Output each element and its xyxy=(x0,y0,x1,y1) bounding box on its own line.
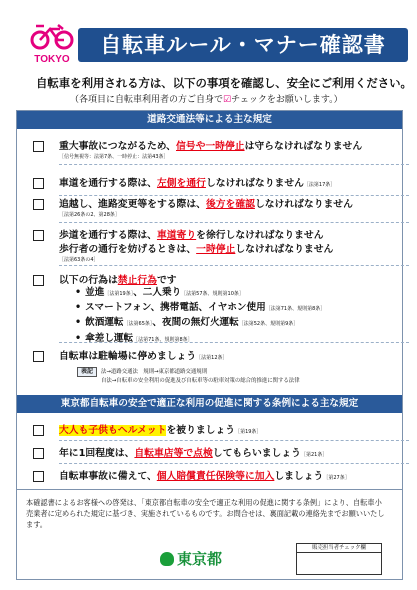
stamp-label: 販売担当者チェック欄 xyxy=(297,544,381,553)
rule-1-emphasis: 信号や一時停止 xyxy=(175,141,245,152)
prohibited-3-text: 飲酒運転 xyxy=(85,317,124,329)
rule-4-text-a2: 歩行者の通行を妨げるときは、 xyxy=(59,244,197,255)
footer-note: 本確認書によるお客様への啓発は、「東京都自転車の安全で適正な利用の促進に関する条例」により、自転車小売業者に定められた規定に基づき、実施されているものです。お問合せは、裏面記載の連絡先までお願いいたします。 xyxy=(26,498,385,529)
prohibited-3-ref-2: ［法第52条、規則第9条］ xyxy=(238,321,299,328)
rule-5-text-a: 以下の行為は xyxy=(59,275,118,286)
org-name: 東京都 xyxy=(177,550,223,568)
prohibited-3-text-2: 、夜間の無灯火運転 xyxy=(152,317,239,329)
check-mark-icon: ☑ xyxy=(223,95,232,105)
rule-item-5 xyxy=(59,272,409,343)
rule-4-emphasis: 車道寄り xyxy=(156,230,197,241)
rule-3-emphasis: 後方を確認 xyxy=(205,199,255,210)
rule-item-2 xyxy=(59,175,409,196)
rule-4-text-c: を徐行しなければなりません xyxy=(196,230,324,241)
prohibited-3-ref: ［法第65条］ xyxy=(123,321,153,328)
prohibited-4-text: 傘差し運転 xyxy=(85,332,134,344)
note-line-2: 自法→自転車の安全利用の促進及び自転車等の駐車対策の総合的推進に関する法律 xyxy=(101,378,300,384)
ordinance-1-text: を被りましょう xyxy=(166,425,236,436)
section1-header: 道路交通法等による主な規定 xyxy=(17,111,402,129)
checkbox-6[interactable] xyxy=(33,351,44,362)
checkbox-4[interactable] xyxy=(33,230,44,241)
sub-text xyxy=(70,92,343,105)
ordinance-1-emphasis: 大人も子供もヘルメット xyxy=(59,425,167,436)
rule-4-text-c2: しなければなりません xyxy=(235,244,334,255)
prohibited-2-text: スマートフォン、携帯電話、イヤホン使用 xyxy=(85,302,266,314)
rule-item-4 xyxy=(59,227,409,266)
ordinance-2-text-a: 年に1回程度は、 xyxy=(59,448,135,459)
rule-1-ref: ［信号無視等：法第7条、一時停止：法第43条］ xyxy=(59,154,169,160)
sub-before: （各項目に自転車利用者の方ご自身で xyxy=(70,95,224,105)
rule-3-text-a: 追越し、進路変更等をする際は、 xyxy=(59,199,206,210)
abbreviation-note xyxy=(77,367,377,387)
rule-2-text-a: 車道を通行する際は、 xyxy=(59,178,157,189)
prohibited-item-1 xyxy=(75,286,409,301)
tokyo-metropolitan-logo xyxy=(160,548,222,569)
prohibited-item-4 xyxy=(75,332,409,347)
ordinance-2-emphasis: 自転車店等で点検 xyxy=(134,448,213,459)
ordinance-3-ref: ［第27条］ xyxy=(323,475,350,481)
prohibited-1-text-2: 、二人乗り xyxy=(133,287,182,298)
checkbox-3[interactable] xyxy=(33,199,44,210)
rule-4-emphasis-2: 一時停止 xyxy=(196,244,236,255)
rule-4-text-a: 歩道を通行する際は、 xyxy=(59,230,157,241)
tokyo-bicycle-logo xyxy=(30,20,74,66)
rule-2-ref: ［法第17条］ xyxy=(303,182,336,188)
checkbox-2[interactable] xyxy=(33,178,44,189)
section2-header: 東京都自転車の安全で適正な利用の促進に関する条例による主な規定 xyxy=(17,395,402,413)
prohibited-1-ref: ［法第19条］ xyxy=(104,291,134,297)
rule-5-text-c: です xyxy=(156,275,177,286)
sales-staff-check-box[interactable] xyxy=(296,543,382,575)
rule-item-1 xyxy=(59,138,409,165)
tokyo-ginkgo-icon xyxy=(160,552,174,566)
prohibited-1-ref-2: ［法第57条、規則第10条］ xyxy=(181,291,244,297)
rule-item-6 xyxy=(59,348,409,366)
checkbox-8[interactable] xyxy=(33,448,44,459)
checkbox-7[interactable] xyxy=(33,425,44,436)
ordinance-3-emphasis: 個人賠償責任保険等に加入 xyxy=(156,471,275,482)
rule-1-text-a: 重大事故につながるため、 xyxy=(59,141,176,152)
rule-2-emphasis: 左側を通行 xyxy=(156,178,206,189)
prohibited-item-3 xyxy=(75,316,409,331)
footer-divider xyxy=(17,489,402,490)
ordinance-item-3 xyxy=(59,468,409,486)
ordinance-3-text-c: しましょう xyxy=(274,471,324,482)
page-title: 自転車ルール・マナー確認書 xyxy=(78,28,408,62)
prohibited-2-ref: ［法第71条、規則第8条］ xyxy=(265,306,326,313)
checkbox-9[interactable] xyxy=(33,471,44,482)
logo-text: TOKYO xyxy=(34,54,70,65)
rule-6-text: 自転車は駐輪場に停めましょう xyxy=(59,351,197,362)
rule-1-text-c: は守らなければなりません xyxy=(244,141,363,152)
rule-6-ref: ［法第12条］ xyxy=(196,355,228,361)
ordinance-2-ref: ［第21条］ xyxy=(300,452,328,458)
ordinance-item-2 xyxy=(59,445,409,464)
rule-4-ref: ［法第63条の4］ xyxy=(59,257,99,263)
note-line-1: 法→道路交通法 規則→東京都道路交通規則 xyxy=(101,369,208,375)
rule-5-emphasis: 禁止行為 xyxy=(117,275,157,286)
prohibited-4-ref: ［法第71条、規則第8条］ xyxy=(133,336,193,343)
rule-3-text-c: しなければなりません xyxy=(254,199,353,210)
ordinance-3-text-a: 自転車事故に備えて、 xyxy=(59,471,157,482)
lead-text: 自転車を利用される方は、以下の事項を確認し、安全にご利用ください。 xyxy=(36,76,412,90)
ordinance-2-text-c: してもらいましょう xyxy=(212,448,301,459)
note-tag: 表記 xyxy=(77,367,97,377)
rule-3-ref: ［法第26条の2、第28条］ xyxy=(59,212,120,218)
prohibited-1-text: 並進 xyxy=(85,287,105,298)
prohibited-item-2 xyxy=(75,301,409,316)
rule-2-text-c: しなければなりません xyxy=(205,178,304,189)
checkbox-5[interactable] xyxy=(33,275,44,286)
ordinance-1-ref: ［第19条］ xyxy=(235,429,262,435)
checkbox-1[interactable] xyxy=(33,141,44,152)
rule-item-3 xyxy=(59,196,409,223)
ordinance-item-1 xyxy=(59,422,409,441)
sub-after: チェックをお願いします。） xyxy=(231,95,343,105)
